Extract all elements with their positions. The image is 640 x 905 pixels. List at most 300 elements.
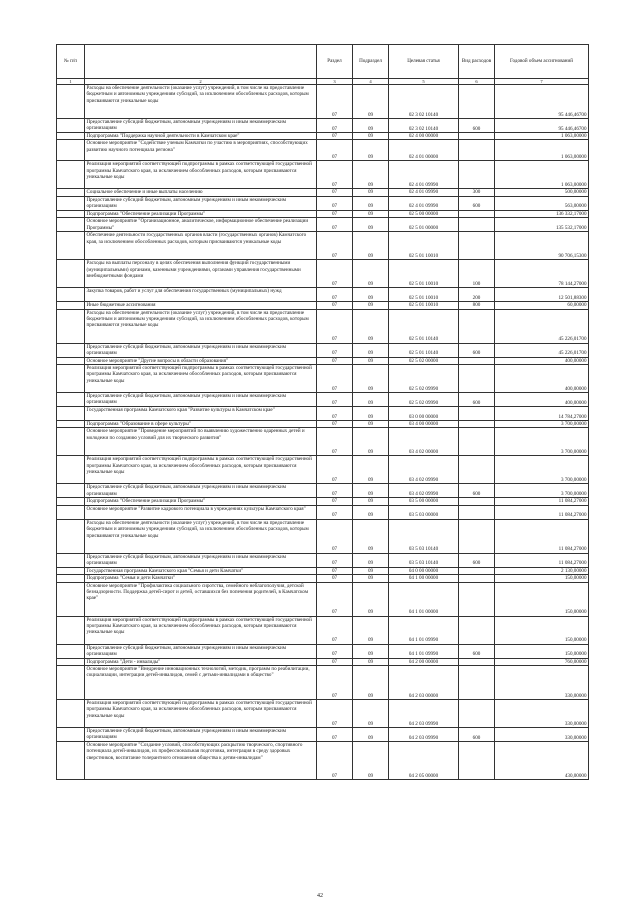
budget-table-sheet xyxy=(56,44,588,780)
podrazdel-code: 09 xyxy=(353,644,389,658)
razdel-code: 07 xyxy=(317,728,353,742)
annual-amount: 1 063,00000 xyxy=(495,140,589,161)
table-row xyxy=(57,484,589,498)
item-name: Основное мероприятие "Внедрение инновационных технологий, методик, программ по реабилитации, социализации, интеграции детей-инвалидов, семей с детьми-инвалидами в общество" xyxy=(85,666,317,700)
podrazdel-code: 09 xyxy=(353,728,389,742)
annual-amount: 3 700,00000 xyxy=(495,428,589,456)
expense-type-code xyxy=(459,421,495,428)
target-article-code: 02 4 01 09990 xyxy=(389,189,459,196)
annual-amount: 400,00000 xyxy=(495,365,589,393)
expense-type-code xyxy=(459,575,495,582)
row-number-cell xyxy=(57,616,85,644)
row-number-cell xyxy=(57,742,85,780)
table-row xyxy=(57,666,589,700)
razdel-code: 07 xyxy=(317,666,353,700)
podrazdel-code: 09 xyxy=(353,357,389,364)
annual-amount: 150,00000 xyxy=(495,575,589,582)
row-number-cell xyxy=(57,505,85,519)
podrazdel-code: 09 xyxy=(353,133,389,140)
item-name: Подпрограмма "Образование в сфере культуры" xyxy=(85,421,317,428)
annual-amount: 11 084,27000 xyxy=(495,498,589,505)
target-article-code: 04 2 03 09990 xyxy=(389,700,459,728)
table-row xyxy=(57,742,589,780)
podrazdel-code: 09 xyxy=(353,575,389,582)
target-article-code: 04 2 03 09990 xyxy=(389,728,459,742)
expense-type-code xyxy=(459,309,495,343)
razdel-code: 07 xyxy=(317,357,353,364)
annual-amount: 135 532,17000 xyxy=(495,218,589,232)
table-row xyxy=(57,616,589,644)
target-article-code: 02 5 02 09990 xyxy=(389,393,459,407)
table-row xyxy=(57,498,589,505)
annual-amount: 3 700,00000 xyxy=(495,421,589,428)
expense-type-code xyxy=(459,133,495,140)
razdel-code: 07 xyxy=(317,260,353,288)
razdel-code: 07 xyxy=(317,218,353,232)
table-row xyxy=(57,393,589,407)
podrazdel-code: 09 xyxy=(353,189,389,196)
table-row xyxy=(57,428,589,456)
target-article-code: 03 0 00 00000 xyxy=(389,407,459,421)
table-row xyxy=(57,218,589,232)
item-name: Реализация мероприятий соответствующей подпрограммы в рамках соответствующей государственной программы Камчатского края, за исключением обособленных расходов, которым присваиваются уникальные коды xyxy=(85,616,317,644)
row-number-cell xyxy=(57,421,85,428)
target-article-code: 03 5 03 00000 xyxy=(389,505,459,519)
annual-amount: 11 084,27000 xyxy=(495,553,589,567)
razdel-code: 07 xyxy=(317,196,353,210)
item-name: Основное мероприятие "Другие вопросы в области образования" xyxy=(85,357,317,364)
razdel-code: 07 xyxy=(317,309,353,343)
annual-amount: 500,00000 xyxy=(495,189,589,196)
row-number-cell xyxy=(57,519,85,553)
expense-type-code: 600 xyxy=(459,553,495,567)
annual-amount: 78 144,27000 xyxy=(495,260,589,288)
expense-type-code: 600 xyxy=(459,484,495,498)
item-name: Расходы на выплаты персоналу в целях обеспечения выполнения функций государственными (муниципальными) органами, казенными учреждениями, органами управления государственными внебюджетными фондами xyxy=(85,260,317,288)
podrazdel-code: 09 xyxy=(353,484,389,498)
column-number: 1 xyxy=(57,79,85,85)
annual-amount: 11 084,27000 xyxy=(495,505,589,519)
podrazdel-code: 09 xyxy=(353,658,389,665)
razdel-code: 07 xyxy=(317,302,353,309)
razdel-code: 07 xyxy=(317,119,353,133)
header-number: № п/п xyxy=(57,45,85,79)
table-row xyxy=(57,505,589,519)
expense-type-code xyxy=(459,498,495,505)
header-amount: Годовой объем ассигнований xyxy=(495,45,589,79)
row-number-cell xyxy=(57,357,85,364)
expense-type-code xyxy=(459,210,495,217)
header-razdel: Раздел xyxy=(317,45,353,79)
podrazdel-code: 09 xyxy=(353,498,389,505)
podrazdel-code: 09 xyxy=(353,519,389,553)
expense-type-code xyxy=(459,140,495,161)
expense-type-code: 600 xyxy=(459,196,495,210)
podrazdel-code: 09 xyxy=(353,365,389,393)
podrazdel-code: 09 xyxy=(353,582,389,616)
razdel-code: 07 xyxy=(317,189,353,196)
row-number-cell xyxy=(57,407,85,421)
table-row xyxy=(57,553,589,567)
table-row xyxy=(57,365,589,393)
table-row xyxy=(57,357,589,364)
annual-amount: 45 226,01700 xyxy=(495,309,589,343)
razdel-code: 07 xyxy=(317,421,353,428)
row-number-cell xyxy=(57,309,85,343)
target-article-code: 02 5 02 09990 xyxy=(389,365,459,393)
expense-type-code: 600 xyxy=(459,644,495,658)
razdel-code: 07 xyxy=(317,498,353,505)
expense-type-code xyxy=(459,505,495,519)
target-article-code: 03 5 03 10140 xyxy=(389,519,459,553)
page-number: 42 xyxy=(317,893,323,899)
razdel-code: 07 xyxy=(317,742,353,780)
table-row xyxy=(57,119,589,133)
podrazdel-code: 09 xyxy=(353,616,389,644)
table-row xyxy=(57,700,589,728)
table-row xyxy=(57,519,589,553)
table-row xyxy=(57,343,589,357)
row-number-cell xyxy=(57,582,85,616)
item-name: Подпрограмма "Семья и дети Камчатки" xyxy=(85,575,317,582)
annual-amount: 90 706,15300 xyxy=(495,232,589,260)
annual-amount: 136 332,17000 xyxy=(495,210,589,217)
item-name: Социальное обеспечение и иные выплаты населению xyxy=(85,189,317,196)
item-name: Подпрограмма "Обеспечение реализации Программы" xyxy=(85,210,317,217)
table-row xyxy=(57,85,589,119)
row-number-cell xyxy=(57,428,85,456)
annual-amount: 3 700,00000 xyxy=(495,484,589,498)
razdel-code: 07 xyxy=(317,85,353,119)
row-number-cell xyxy=(57,575,85,582)
item-name: Подпрограмма "Дети - инвалиды" xyxy=(85,658,317,665)
table-row xyxy=(57,196,589,210)
razdel-code: 07 xyxy=(317,393,353,407)
table-row xyxy=(57,567,589,574)
expense-type-code: 800 xyxy=(459,302,495,309)
annual-amount: 760,00000 xyxy=(495,658,589,665)
target-article-code: 04 2 00 00000 xyxy=(389,658,459,665)
podrazdel-code: 09 xyxy=(353,742,389,780)
table-row xyxy=(57,309,589,343)
row-number-cell xyxy=(57,232,85,260)
item-name: Расходы на обеспечение деятельности (оказание услуг) учреждений, в том числе на предоставление бюджетным и автономным учреждениям субсидий, за исключением обособленных расходов, которым присваиваются уникальные коды xyxy=(85,519,317,553)
razdel-code: 07 xyxy=(317,140,353,161)
expense-type-code xyxy=(459,666,495,700)
row-number-cell xyxy=(57,553,85,567)
target-article-code: 02 4 01 09990 xyxy=(389,161,459,189)
expense-type-code xyxy=(459,365,495,393)
row-number-cell xyxy=(57,700,85,728)
target-article-code: 02 5 01 10140 xyxy=(389,343,459,357)
podrazdel-code: 09 xyxy=(353,161,389,189)
column-number: 6 xyxy=(459,79,495,85)
row-number-cell xyxy=(57,567,85,574)
razdel-code: 07 xyxy=(317,658,353,665)
column-number: 5 xyxy=(389,79,459,85)
item-name: Иные бюджетные ассигнования xyxy=(85,302,317,309)
row-number-cell xyxy=(57,658,85,665)
row-number-cell xyxy=(57,666,85,700)
podrazdel-code: 09 xyxy=(353,343,389,357)
target-article-code: 04 1 00 00000 xyxy=(389,575,459,582)
table-row xyxy=(57,210,589,217)
podrazdel-code: 09 xyxy=(353,553,389,567)
target-article-code: 02 5 02 00000 xyxy=(389,357,459,364)
row-number-cell xyxy=(57,210,85,217)
target-article-code: 02 5 01 10010 xyxy=(389,302,459,309)
row-number-cell xyxy=(57,189,85,196)
annual-amount: 45 226,01700 xyxy=(495,343,589,357)
target-article-code: 04 1 01 00000 xyxy=(389,582,459,616)
target-article-code: 03 5 00 00000 xyxy=(389,498,459,505)
column-number: 3 xyxy=(317,79,353,85)
row-number-cell xyxy=(57,484,85,498)
target-article-code: 02 5 01 10010 xyxy=(389,232,459,260)
item-name: Предоставление субсидий бюджетным, автономным учреждениям и иным некоммерческим организациям xyxy=(85,393,317,407)
row-number-cell xyxy=(57,288,85,302)
target-article-code: 03 5 03 10140 xyxy=(389,553,459,567)
row-number-cell xyxy=(57,133,85,140)
razdel-code: 07 xyxy=(317,428,353,456)
razdel-code: 07 xyxy=(317,575,353,582)
podrazdel-code: 09 xyxy=(353,567,389,574)
expense-type-code xyxy=(459,85,495,119)
razdel-code: 07 xyxy=(317,505,353,519)
target-article-code: 03 4 02 00000 xyxy=(389,428,459,456)
razdel-code: 07 xyxy=(317,700,353,728)
column-number: 7 xyxy=(495,79,589,85)
expense-type-code: 100 xyxy=(459,260,495,288)
expense-type-code: 600 xyxy=(459,119,495,133)
item-name: Основное мероприятие "Создание условий, способствующих раскрытию творческого, спортивного потенциала детей-инвалидов, их профессиональная подготовка, интеграция в среду здоровых сверстников, воспитание толерантного отношения общества к детям-инвалидам" xyxy=(85,742,317,780)
podrazdel-code: 09 xyxy=(353,700,389,728)
target-article-code: 02 4 00 00000 xyxy=(389,133,459,140)
podrazdel-code: 09 xyxy=(353,119,389,133)
expense-type-code: 600 xyxy=(459,393,495,407)
razdel-code: 07 xyxy=(317,519,353,553)
razdel-code: 07 xyxy=(317,567,353,574)
razdel-code: 07 xyxy=(317,161,353,189)
table-row xyxy=(57,575,589,582)
budget-table xyxy=(56,44,589,780)
expense-type-code xyxy=(459,456,495,484)
annual-amount: 400,00000 xyxy=(495,357,589,364)
podrazdel-code: 09 xyxy=(353,393,389,407)
annual-amount: 330,00000 xyxy=(495,700,589,728)
item-name: Обеспечение деятельности государственных органов власти (государственных органов) Камчатского края, за исключением обособленных расходов, которым присваиваются уникальные коды xyxy=(85,232,317,260)
expense-type-code xyxy=(459,700,495,728)
target-article-code: 02 4 01 09990 xyxy=(389,196,459,210)
podrazdel-code: 09 xyxy=(353,218,389,232)
expense-type-code xyxy=(459,357,495,364)
item-name: Государственная программа Камчатского края "Развитие культуры в Камчатском крае" xyxy=(85,407,317,421)
row-number-cell xyxy=(57,365,85,393)
annual-amount: 14 784,27000 xyxy=(495,407,589,421)
row-number-cell xyxy=(57,302,85,309)
razdel-code: 07 xyxy=(317,407,353,421)
annual-amount: 330,00000 xyxy=(495,666,589,700)
target-article-code: 03 4 02 09990 xyxy=(389,456,459,484)
annual-amount: 400,00000 xyxy=(495,393,589,407)
item-name: Предоставление субсидий бюджетным, автономным учреждениям и иным некоммерческим организациям xyxy=(85,343,317,357)
expense-type-code xyxy=(459,582,495,616)
podrazdel-code: 09 xyxy=(353,505,389,519)
row-number-cell xyxy=(57,85,85,119)
target-article-code: 02 4 01 00000 xyxy=(389,140,459,161)
annual-amount: 150,00000 xyxy=(495,644,589,658)
table-row xyxy=(57,407,589,421)
header-vid: Вид расходов xyxy=(459,45,495,79)
podrazdel-code: 09 xyxy=(353,196,389,210)
expense-type-code: 200 xyxy=(459,288,495,302)
podrazdel-code: 09 xyxy=(353,288,389,302)
annual-amount: 60,00000 xyxy=(495,302,589,309)
expense-type-code xyxy=(459,161,495,189)
podrazdel-code: 09 xyxy=(353,666,389,700)
table-row xyxy=(57,582,589,616)
table-row xyxy=(57,232,589,260)
target-article-code: 04 0 00 00000 xyxy=(389,567,459,574)
annual-amount: 11 084,27000 xyxy=(495,519,589,553)
razdel-code: 07 xyxy=(317,288,353,302)
target-article-code: 02 5 01 00000 xyxy=(389,218,459,232)
annual-amount: 1 063,00000 xyxy=(495,133,589,140)
razdel-code: 07 xyxy=(317,553,353,567)
razdel-code: 07 xyxy=(317,616,353,644)
annual-amount: 95 446,46700 xyxy=(495,85,589,119)
item-name: Расходы на обеспечение деятельности (оказание услуг) учреждений, в том числе на предоставление бюджетным и автономным учреждениям субсидий, за исключением обособленных расходов, которым присваиваются уникальные коды xyxy=(85,309,317,343)
podrazdel-code: 09 xyxy=(353,140,389,161)
table-row xyxy=(57,260,589,288)
annual-amount: 330,00000 xyxy=(495,728,589,742)
target-article-code: 02 5 01 10140 xyxy=(389,309,459,343)
expense-type-code: 600 xyxy=(459,343,495,357)
item-name: Предоставление субсидий бюджетным, автономным учреждениям и иным некоммерческим организациям xyxy=(85,196,317,210)
expense-type-code xyxy=(459,232,495,260)
expense-type-code xyxy=(459,658,495,665)
expense-type-code: 300 xyxy=(459,189,495,196)
item-name: Предоставление субсидий бюджетным, автономным учреждениям и иным некоммерческим организациям xyxy=(85,728,317,742)
podrazdel-code: 09 xyxy=(353,85,389,119)
table-row xyxy=(57,421,589,428)
table-body xyxy=(57,85,589,780)
podrazdel-code: 09 xyxy=(353,210,389,217)
podrazdel-code: 09 xyxy=(353,456,389,484)
item-name: Подпрограмма "Поддержка научной деятельности в Камчатском крае" xyxy=(85,133,317,140)
column-number: 2 xyxy=(85,79,317,85)
expense-type-code: 600 xyxy=(459,728,495,742)
item-name: Государственная программа Камчатского края "Семья и дети Камчатки" xyxy=(85,567,317,574)
row-number-cell xyxy=(57,456,85,484)
item-name: Подпрограмма "Обеспечение реализации Программы" xyxy=(85,498,317,505)
row-number-cell xyxy=(57,498,85,505)
expense-type-code xyxy=(459,742,495,780)
item-name: Предоставление субсидий бюджетным, автономным учреждениям и иным некоммерческим организациям xyxy=(85,553,317,567)
item-name: Реализация мероприятий соответствующей подпрограммы в рамках соответствующей государственной программы Камчатского края, за исключением обособленных расходов, которым присваиваются уникальные коды xyxy=(85,700,317,728)
razdel-code: 07 xyxy=(317,365,353,393)
row-number-cell xyxy=(57,728,85,742)
target-article-code: 02 5 01 10010 xyxy=(389,260,459,288)
table-row xyxy=(57,189,589,196)
item-name: Основное мероприятие "Проведение мероприятий по выявлению художественно одаренных детей и молодежи по созданию условий для их творческого развития" xyxy=(85,428,317,456)
row-number-cell xyxy=(57,140,85,161)
target-article-code: 04 1 01 09990 xyxy=(389,616,459,644)
target-article-code: 04 2 03 00000 xyxy=(389,666,459,700)
razdel-code: 07 xyxy=(317,343,353,357)
header-name xyxy=(85,45,317,79)
razdel-code: 07 xyxy=(317,232,353,260)
row-number-cell xyxy=(57,196,85,210)
razdel-code: 07 xyxy=(317,484,353,498)
expense-type-code xyxy=(459,519,495,553)
table-row xyxy=(57,302,589,309)
target-article-code: 04 1 01 09990 xyxy=(389,644,459,658)
expense-type-code xyxy=(459,616,495,644)
annual-amount: 150,00000 xyxy=(495,616,589,644)
header-statya: Целевая статья xyxy=(389,45,459,79)
razdel-code: 07 xyxy=(317,644,353,658)
target-article-code: 03 4 02 09990 xyxy=(389,484,459,498)
podrazdel-code: 09 xyxy=(353,260,389,288)
podrazdel-code: 09 xyxy=(353,302,389,309)
item-name: Реализация мероприятий соответствующей подпрограммы в рамках соответствующей государственной программы Камчатского края, за исключением обособленных расходов, которым присваиваются уникальные коды xyxy=(85,456,317,484)
annual-amount: 12 501,88300 xyxy=(495,288,589,302)
item-name: Предоставление субсидий бюджетным, автономным учреждениям и иным некоммерческим организациям xyxy=(85,644,317,658)
table-row xyxy=(57,288,589,302)
item-name: Основное мероприятие "Организационное, аналитическое, информационное обеспечение реализации Программы" xyxy=(85,218,317,232)
expense-type-code xyxy=(459,407,495,421)
column-number: 4 xyxy=(353,79,389,85)
target-article-code: 02 3 02 10140 xyxy=(389,85,459,119)
expense-type-code xyxy=(459,218,495,232)
table-row xyxy=(57,728,589,742)
annual-amount: 563,00000 xyxy=(495,196,589,210)
item-name: Основное мероприятие "Развитие кадрового потенциала в учреждениях культуры Камчатского края" xyxy=(85,505,317,519)
row-number-cell xyxy=(57,343,85,357)
table-row xyxy=(57,140,589,161)
razdel-code: 07 xyxy=(317,133,353,140)
table-row xyxy=(57,456,589,484)
item-name: Закупка товаров, работ и услуг для обеспечения государственных (муниципальных) нужд xyxy=(85,288,317,302)
row-number-cell xyxy=(57,119,85,133)
item-name: Реализация мероприятий соответствующей подпрограммы в рамках соответствующей государственной программы Камчатского края, за исключением обособленных расходов, которым присваиваются уникальные коды xyxy=(85,365,317,393)
razdel-code: 07 xyxy=(317,210,353,217)
podrazdel-code: 09 xyxy=(353,232,389,260)
table-header-row xyxy=(57,45,589,79)
target-article-code: 02 3 02 10140 xyxy=(389,119,459,133)
row-number-cell xyxy=(57,260,85,288)
annual-amount: 150,00000 xyxy=(495,582,589,616)
item-name: Расходы на обеспечение деятельности (оказание услуг) учреждений, в том числе на предоставление бюджетным и автономным учреждениям субсидий, за исключением обособленных расходов, которым присваиваются уникальные коды xyxy=(85,85,317,119)
target-article-code: 03 4 00 00000 xyxy=(389,421,459,428)
item-name: Основное мероприятие "Содействие ученым Камчатки по участию в мероприятиях, способствующих развитию научного потенциала региона" xyxy=(85,140,317,161)
row-number-cell xyxy=(57,161,85,189)
podrazdel-code: 09 xyxy=(353,428,389,456)
target-article-code: 02 5 00 00000 xyxy=(389,210,459,217)
annual-amount: 3 700,00000 xyxy=(495,456,589,484)
podrazdel-code: 09 xyxy=(353,407,389,421)
annual-amount: 430,00000 xyxy=(495,742,589,780)
annual-amount: 2 130,00000 xyxy=(495,567,589,574)
row-number-cell xyxy=(57,644,85,658)
row-number-cell xyxy=(57,218,85,232)
razdel-code: 07 xyxy=(317,582,353,616)
row-number-cell xyxy=(57,393,85,407)
item-name: Предоставление субсидий бюджетным, автономным учреждениям и иным некоммерческим организациям xyxy=(85,119,317,133)
header-podrazdel: Подраздел xyxy=(353,45,389,79)
target-article-code: 02 5 01 10010 xyxy=(389,288,459,302)
